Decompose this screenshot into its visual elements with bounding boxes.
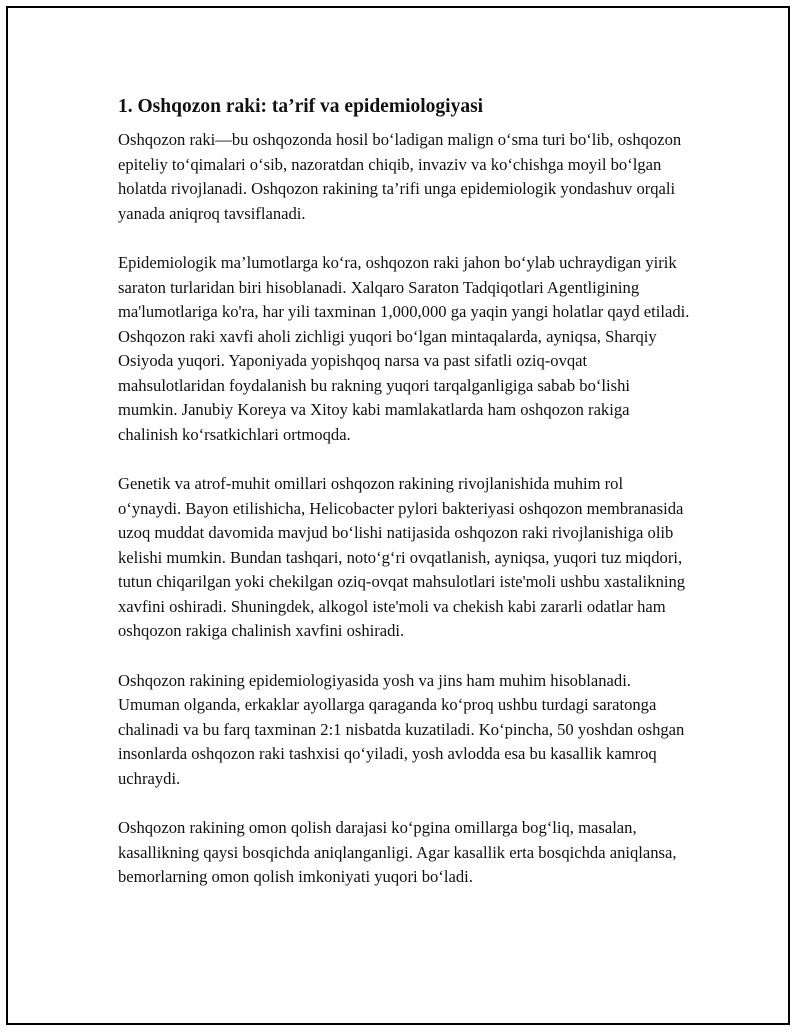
- paragraph-epidemiology: Epidemiologik ma’lumotlarga ko‘ra, oshqozon raki jahon bo‘ylab uchraydigan yirik saraton turlaridan biri hisoblanadi. Xalqaro Saraton Tadqiqotlari Agentligining ma'lumotlariga ko'ra, har yili taxminan 1,000,000 ga yaqin yangi holatlar qayd etiladi. Oshqozon raki xavfi aholi zichligi yuqori bo‘lgan mintaqalarda, ayniqsa, Sharqiy Osiyoda yuqori. Yaponiyada yopishqoq narsa va past sifatli oziq-ovqat mahsulotlaridan foydalanish bu rakning yuqori tarqalganligiga sabab bo‘lishi mumkin. Janubiy Koreya va Xitoy kabi mamlakatlarda ham oshqozon rakiga chalinish ko‘rsatkichlari ortmoqda.: [118, 253, 690, 444]
- document-body: [118, 94, 690, 915]
- paragraph-survival: Oshqozon rakining omon qolish darajasi ko‘pgina omillarga bog‘liq, masalan, kasallikning qaysi bosqichda aniqlanganligi. Agar kasallik erta bosqichda aniqlansa, bemorlarning omon qolish imkoniyati yuqori bo‘ladi.: [118, 818, 677, 886]
- paragraph-risk-factors: Genetik va atrof-muhit omillari oshqozon rakining rivojlanishida muhim rol o‘ynaydi. Bayon etilishicha, Helicobacter pylori bakteriyasi oshqozon membranasida uzoq muddat davomida mavjud bo‘lishi natijasida oshqozon raki rivojlanishiga olib kelishi mumkin. Bundan tashqari, noto‘g‘ri ovqatlanish, ayniqsa, yuqori tuz miqdori, tutun chiqarilgan yoki chekilgan oziq-ovqat mahsulotlari iste'moli ushbu xastalikning xavfini oshiradi. Shuningdek, alkogol iste'moli va chekish kabi zararli odatlar ham oshqozon rakiga chalinish xavfini oshiradi.: [118, 474, 686, 640]
- paragraph-definition: Oshqozon raki—bu oshqozonda hosil bo‘ladigan malign o‘sma turi bo‘lib, oshqozon epiteliy to‘qimalari o‘sib, nazoratdan chiqib, invaziv va ko‘chishga moyil bo‘lgan holatda rivojlanadi. Oshqozon rakining ta’rifi unga epidemiologik yondashuv orqali yanada aniqroq tavsiflanadi.: [118, 130, 682, 223]
- section-heading: 1. Oshqozon raki: ta’rif va epidemiologiyasi: [118, 96, 484, 117]
- paragraph-age-gender: Oshqozon rakining epidemiologiyasida yosh va jins ham muhim hisoblanadi. Umuman olganda, erkaklar ayollarga qaraganda ko‘proq ushbu turdagi saratonga chalinadi va bu farq taxminan 2:1 nisbatda kuzatiladi. Ko‘pincha, 50 yoshdan oshgan insonlarda oshqozon raki tashxisi qo‘yiladi, yosh avlodda esa bu kasallik kamroq uchraydi.: [118, 670, 685, 788]
